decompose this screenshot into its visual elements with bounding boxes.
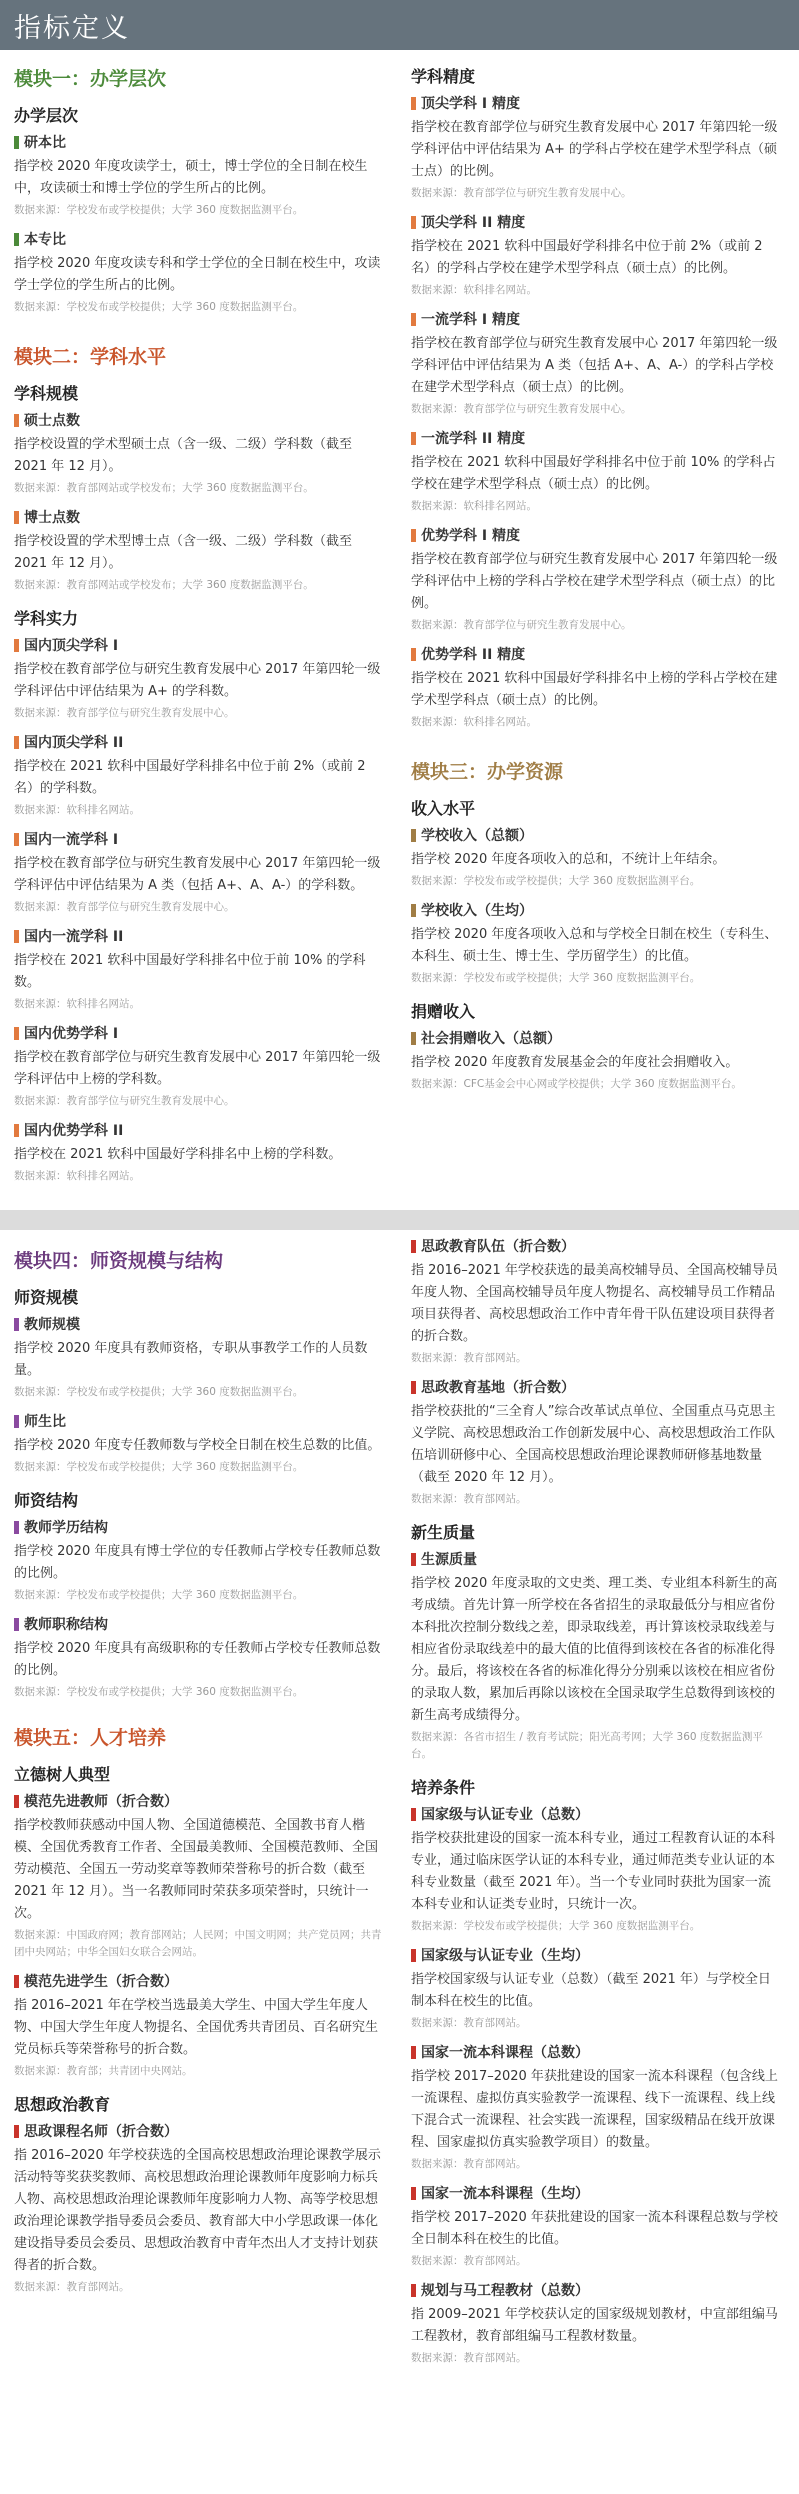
indicator-title: 师生比 (24, 1414, 66, 1430)
indicator-source: 数据来源：教育部网站。 (411, 1352, 527, 1364)
indicator-desc: 指 2016–2021 年学校获选的最美高校辅导员、全国高校辅导员年度人物、全国高校辅导员年度人物提名、高校辅导员工作精品项目获得者、高校思想政治工作中青年骨干队伍建设项目获得者的折合数。 (411, 1263, 778, 1344)
indicator-source: 数据来源：教育部网站。 (411, 2158, 527, 2170)
indicator-desc: 指学校在 2021 软科中国最好学科排名中位于前 2%（或前 2 名）的学科占学校在建学术型学科点（硕士点）的比例。 (411, 239, 763, 276)
square-marker-icon (14, 1415, 19, 1428)
indicator-title: 国内顶尖学科 I (24, 638, 119, 654)
indicator-gnyl2 (14, 926, 386, 1013)
indicator-desc: 指学校 2020 年度攻读专科和学士学位的全日制在校生中，攻读学士学位的学生所占的比例。 (14, 256, 381, 293)
module-5-heading: 模块五：人才培养 (14, 1727, 167, 1749)
indicator-title: 一流学科 II 精度 (421, 431, 526, 447)
indicator-source: 数据来源：教育部网站或学校发布；大学 360 度数据监测平台。 (14, 482, 314, 494)
indicator-desc: 指学校在 2021 软科中国最好学科排名中位于前 2%（或前 2 名）的学科数。 (14, 759, 366, 796)
indicator-desc: 指学校获批的“三全育人”综合改革试点单位、全国重点马克思主义学院、高校思想政治工作创新发展中心、高校思想政治工作队伍培训研修中心、全国高校思想政治理论课教师研修基地数量（截至 2020 年 12 月）。 (411, 1404, 776, 1485)
square-marker-icon (14, 1795, 19, 1808)
indicator-desc: 指 2016–2021 年在学校当选最美大学生、中国大学生年度人物、中国大学生年度人物提名、全国优秀共青团员、百名研究生党员标兵等荣誉称号的折合数。 (14, 1998, 379, 2057)
indicator-djjd2 (411, 212, 783, 299)
square-marker-icon (14, 233, 19, 246)
square-marker-icon (14, 136, 19, 149)
indicator-shuoshi (14, 410, 386, 497)
module-1-heading: 模块一：办学层次 (14, 68, 167, 90)
square-marker-icon (411, 2284, 416, 2297)
category-strength: 学科实力 (14, 609, 79, 628)
indicator-source: 数据来源：学校发布或学校提供；大学 360 度数据监测平台。 (14, 1686, 304, 1698)
indicator-source: 数据来源：教育部网站。 (411, 1493, 527, 1505)
module-2-heading: 模块二：学科水平 (14, 346, 167, 368)
square-marker-icon (14, 414, 19, 427)
indicator-desc: 指 2009–2021 年学校获认定的国家级规划教材，中宣部组编马工程教材，教育部组编马工程教材数量。 (411, 2307, 778, 2344)
indicator-gjjzy (411, 1804, 783, 1935)
indicator-title: 生源质量 (421, 1552, 477, 1568)
square-marker-icon (14, 736, 19, 749)
indicator-source: 数据来源：教育部学位与研究生教育发展中心。 (14, 1095, 235, 1107)
indicator-ysjd2 (411, 644, 783, 731)
category-precision: 学科精度 (411, 67, 476, 86)
indicator-mfxj (14, 1791, 386, 1961)
square-marker-icon (411, 1381, 416, 1394)
indicator-source: 数据来源：软科排名网站。 (14, 998, 140, 1010)
indicator-desc: 指学校 2017–2020 年获批建设的国家一流本科课程总数与学校全日制本科在校生的比值。 (411, 2210, 778, 2247)
indicator-srzl (411, 825, 783, 890)
indicator-title: 本专比 (24, 232, 66, 248)
bottom-right-column (411, 1236, 783, 2377)
indicator-srsj (411, 900, 783, 987)
indicator-jsgm (14, 1314, 386, 1401)
indicator-title: 一流学科 I 精度 (421, 312, 520, 328)
indicator-gjjzysj (411, 1945, 783, 2032)
indicator-ghjc (411, 2280, 783, 2367)
square-marker-icon (14, 1318, 19, 1331)
top-right-column (411, 54, 783, 1103)
square-marker-icon (411, 829, 416, 842)
indicator-source: 数据来源：教育部学位与研究生教育发展中心。 (411, 619, 632, 631)
indicator-title: 优势学科 I 精度 (421, 528, 520, 544)
indicator-source: 数据来源：教育部网站。 (411, 2255, 527, 2267)
square-marker-icon (411, 648, 416, 661)
indicator-desc: 指学校 2020 年度录取的文史类、理工类、专业组本科新生的高考成绩。首先计算一所学校在各省招生的录取最低分与相应省份本科批次控制分数线之差，即录取线差，再计算该校录取线差与相应省份录取线差中的最大值的比值得到该校在各省的标准化得分。最后，将该校在各省的标准化得分分别乘以该校在相应省份的录取人数，累加后再除以该校在全国录取学生总数得到该校的新生高考成绩得分。 (411, 1576, 778, 1723)
indicator-source: 数据来源：学校发布或学校提供；大学 360 度数据监测平台。 (411, 875, 701, 887)
square-marker-icon (14, 639, 19, 652)
indicator-title: 国内一流学科 I (24, 832, 119, 848)
indicator-title: 国内优势学科 I (24, 1026, 119, 1042)
square-marker-icon (14, 2125, 19, 2138)
indicator-title: 思政教育基地（折合数） (421, 1380, 575, 1396)
page-title: 指标定义 (14, 12, 130, 44)
square-marker-icon (411, 2187, 416, 2200)
indicator-title: 国家级与认证专业（生均） (421, 1948, 589, 1964)
indicator-source: 数据来源：软科排名网站。 (14, 804, 140, 816)
indicator-title: 模范先进学生（折合数） (24, 1974, 178, 1990)
indicator-desc: 指学校在 2021 软科中国最好学科排名中位于前 10% 的学科数。 (14, 953, 366, 990)
square-marker-icon (14, 1521, 19, 1534)
indicator-desc: 指学校设置的学术型博士点（含一级、二级）学科数（截至 2021 年 12 月）。 (14, 534, 353, 571)
indicator-yljd1 (411, 309, 783, 418)
square-marker-icon (411, 97, 416, 110)
square-marker-icon (14, 1027, 19, 1040)
indicator-source: 数据来源：学校发布或学校提供；大学 360 度数据监测平台。 (14, 1589, 304, 1601)
square-marker-icon (411, 904, 416, 917)
indicator-title: 思政教育队伍（折合数） (421, 1239, 575, 1255)
indicator-title: 国家级与认证专业（总数） (421, 1807, 589, 1823)
indicator-scql (411, 1549, 783, 1763)
indicator-gnys2 (14, 1120, 386, 1185)
indicator-title: 学校收入（生均） (421, 903, 533, 919)
indicator-source: 数据来源：CFC基金会中心网或学校提供；大学 360 度数据监测平台。 (411, 1078, 742, 1090)
module-4-heading: 模块四：师资规模与结构 (14, 1250, 224, 1272)
indicator-desc: 指学校教师获感动中国人物、全国道德模范、全国教书育人楷模、全国优秀教育工作者、全国最美教师、全国模范教师、全国劳动模范、全国五一劳动奖章等教师荣誉称号的折合数（截至 2021 年 12 月）。当一名教师同时荣获多项荣誉时，只统计一次。 (14, 1818, 379, 1921)
indicator-gndj1 (14, 635, 386, 722)
indicator-title: 教师职称结构 (24, 1617, 108, 1633)
indicator-title: 国内一流学科 II (24, 929, 124, 945)
square-marker-icon (14, 1618, 19, 1631)
indicator-xljg (14, 1517, 386, 1604)
square-marker-icon (411, 1949, 416, 1962)
indicator-title: 国家一流本科课程（总数） (421, 2045, 589, 2061)
indicator-title: 学校收入（总额） (421, 828, 533, 844)
indicator-source: 数据来源：教育部学位与研究生教育发展中心。 (411, 403, 632, 415)
indicator-gnyl1 (14, 829, 386, 916)
section-divider (0, 1210, 799, 1230)
indicator-yljd2 (411, 428, 783, 515)
indicator-source: 数据来源：软科排名网站。 (411, 284, 537, 296)
indicator-title: 硕士点数 (24, 413, 80, 429)
square-marker-icon (411, 313, 416, 326)
category-teacher-struct: 师资结构 (14, 1491, 79, 1510)
indicator-desc: 指学校 2020 年度具有高级职称的专任教师占学校专任教师总数的比例。 (14, 1641, 381, 1678)
indicator-title: 顶尖学科 I 精度 (421, 96, 520, 112)
indicator-mfxs (14, 1971, 386, 2080)
indicator-title: 思政课程名师（折合数） (24, 2124, 178, 2140)
top-left-column (14, 54, 386, 1195)
indicator-desc: 指学校在 2021 软科中国最好学科排名中上榜的学科数。 (14, 1147, 342, 1162)
square-marker-icon (14, 930, 19, 943)
module-3-heading: 模块三：办学资源 (411, 761, 564, 783)
indicator-desc: 指学校在 2021 软科中国最好学科排名中位于前 10% 的学科占学校在建学术型学科点（硕士点）的比例。 (411, 455, 776, 492)
indicator-djjd1 (411, 93, 783, 202)
indicator-source: 数据来源：教育部学位与研究生教育发展中心。 (411, 187, 632, 199)
indicator-title: 模范先进教师（折合数） (24, 1794, 178, 1810)
indicator-shjz (411, 1028, 783, 1093)
indicator-desc: 指学校 2020 年度各项收入的总和，不统计上年结余。 (411, 852, 726, 867)
indicator-boshi (14, 507, 386, 594)
square-marker-icon (411, 1240, 416, 1253)
category-donation: 捐赠收入 (411, 1002, 476, 1021)
square-marker-icon (411, 432, 416, 445)
indicator-desc: 指学校在教育部学位与研究生教育发展中心 2017 年第四轮一级学科评估中上榜的学科占学校在建学术型学科点（硕士点）的比例。 (411, 552, 778, 611)
indicator-source: 数据来源：教育部学位与研究生教育发展中心。 (14, 901, 235, 913)
indicator-gjylkc (411, 2042, 783, 2173)
indicator-szjd (411, 1377, 783, 1508)
indicator-desc: 指学校在教育部学位与研究生教育发展中心 2017 年第四轮一级学科评估中评估结果为 A 类（包括 A+、A、A-）的学科数。 (14, 856, 381, 893)
indicator-desc: 指学校获批建设的国家一流本科专业，通过工程教育认证的本科专业，通过临床医学认证的本科专业，通过师范类专业认证的本科专业数量（截至 2021 年）。当一个专业同时获批为国家一流本科专业和认证类专业时，只统计一次。 (411, 1831, 776, 1912)
indicator-source: 数据来源：学校发布或学校提供；大学 360 度数据监测平台。 (14, 1386, 304, 1398)
indicator-source: 数据来源：学校发布或学校提供；大学 360 度数据监测平台。 (411, 1920, 701, 1932)
category-income: 收入水平 (411, 799, 476, 818)
indicator-source: 数据来源：软科排名网站。 (14, 1170, 140, 1182)
indicator-desc: 指学校 2020 年度具有教师资格，专职从事教学工作的人员数量。 (14, 1341, 368, 1378)
indicator-source: 数据来源：学校发布或学校提供；大学 360 度数据监测平台。 (14, 1461, 304, 1473)
indicator-desc: 指学校在教育部学位与研究生教育发展中心 2017 年第四轮一级学科评估中评估结果为 A+ 的学科数。 (14, 662, 381, 699)
indicator-title: 国内优势学科 II (24, 1123, 124, 1139)
category-condition: 培养条件 (411, 1778, 476, 1797)
square-marker-icon (411, 1032, 416, 1045)
indicator-szmd (14, 2121, 386, 2296)
square-marker-icon (411, 529, 416, 542)
category-level: 办学层次 (14, 106, 79, 125)
square-marker-icon (411, 2046, 416, 2059)
indicator-desc: 指学校在教育部学位与研究生教育发展中心 2017 年第四轮一级学科评估中上榜的学科数。 (14, 1050, 381, 1087)
indicator-title: 顶尖学科 II 精度 (421, 215, 526, 231)
page-title-bar (0, 0, 799, 50)
indicator-gndj2 (14, 732, 386, 819)
category-politics: 思想政治教育 (14, 2095, 111, 2114)
square-marker-icon (14, 1124, 19, 1137)
indicator-title: 社会捐赠收入（总额） (421, 1031, 561, 1047)
indicator-desc: 指学校在教育部学位与研究生教育发展中心 2017 年第四轮一级学科评估中评估结果为 A 类（包括 A+、A、A-）的学科占学校在建学术型学科点（硕士点）的比例。 (411, 336, 778, 395)
indicator-title: 规划与马工程教材（总数） (421, 2283, 589, 2299)
indicator-source: 数据来源：教育部网站。 (411, 2352, 527, 2364)
indicator-source: 数据来源：各省市招生 / 教育考试院；阳光高考网；大学 360 度数据监测平台。 (411, 1731, 763, 1760)
indicator-source: 数据来源：教育部网站。 (411, 2017, 527, 2029)
indicator-desc: 指学校国家级与认证专业（总数）（截至 2021 年）与学校全日制本科在校生的比值。 (411, 1972, 771, 2009)
indicator-source: 数据来源：教育部；共青团中央网站。 (14, 2065, 193, 2077)
indicator-zhuanke (14, 229, 386, 316)
square-marker-icon (411, 1808, 416, 1821)
indicator-desc: 指学校 2020 年度攻读学士，硕士，博士学位的全日制在校生中，攻读硕士和博士学位的学生所占的比例。 (14, 159, 368, 196)
indicator-desc: 指学校 2020 年度教育发展基金会的年度社会捐赠收入。 (411, 1055, 739, 1070)
indicator-desc: 指学校在 2021 软科中国最好学科排名中上榜的学科占学校在建学术型学科点（硕士点）的比例。 (411, 671, 778, 708)
square-marker-icon (14, 1975, 19, 1988)
indicator-desc: 指学校 2020 年度专任教师数与学校全日制在校生总数的比值。 (14, 1438, 381, 1453)
category-scale: 学科规模 (14, 384, 79, 403)
indicator-desc: 指学校 2017–2020 年获批建设的国家一流本科课程（包含线上一流课程、虚拟仿真实验教学一流课程、线下一流课程、线上线下混合式一流课程、社会实践一流课程，国家级精品在线开放课程、国家虚拟仿真实验教学项目）的数量。 (411, 2069, 778, 2150)
indicator-title: 国家一流本科课程（生均） (421, 2186, 589, 2202)
square-marker-icon (14, 511, 19, 524)
indicator-title: 优势学科 II 精度 (421, 647, 526, 663)
indicator-desc: 指 2016–2020 年学校获选的全国高校思想政治理论课教学展示活动特等奖获奖教师、高校思想政治理论课教师年度影响力标兵人物、高校思想政治理论课教师年度影响力人物、高等学校思想政治理论课教学指导委员会委员、教育部大中小学思政课一体化建设指导委员会委员、思想政治教育中青年杰出人才支持计划获得者的折合数。 (14, 2148, 381, 2273)
indicator-benke (14, 132, 386, 219)
indicator-zcjg (14, 1614, 386, 1701)
indicator-desc: 指学校在教育部学位与研究生教育发展中心 2017 年第四轮一级学科评估中评估结果为 A+ 的学科占学校在建学术型学科点（硕士点）的比例。 (411, 120, 778, 179)
indicator-title: 国内顶尖学科 II (24, 735, 124, 751)
square-marker-icon (411, 1553, 416, 1566)
indicator-gnys1 (14, 1023, 386, 1110)
indicator-title: 研本比 (24, 135, 66, 151)
indicator-title: 教师学历结构 (24, 1520, 108, 1536)
indicator-source: 数据来源：软科排名网站。 (411, 716, 537, 728)
indicator-desc: 指学校 2020 年度各项收入总和与学校全日制在校生（专科生、本科生、硕士生、博士生、学历留学生）的比值。 (411, 927, 778, 964)
indicator-desc: 指学校 2020 年度具有博士学位的专任教师占学校专任教师总数的比例。 (14, 1544, 381, 1581)
indicator-gjylkcsj (411, 2183, 783, 2270)
square-marker-icon (14, 833, 19, 846)
indicator-source: 数据来源：学校发布或学校提供；大学 360 度数据监测平台。 (14, 301, 304, 313)
indicator-source: 数据来源：学校发布或学校提供；大学 360 度数据监测平台。 (411, 972, 701, 984)
square-marker-icon (411, 216, 416, 229)
category-model: 立德树人典型 (14, 1765, 111, 1784)
indicator-source: 数据来源：教育部网站或学校发布；大学 360 度数据监测平台。 (14, 579, 314, 591)
indicator-source: 数据来源：教育部学位与研究生教育发展中心。 (14, 707, 235, 719)
indicator-title: 教师规模 (24, 1317, 80, 1333)
indicator-source: 数据来源：教育部网站。 (14, 2281, 130, 2293)
indicator-desc: 指学校设置的学术型硕士点（含一级、二级）学科数（截至 2021 年 12 月）。 (14, 437, 353, 474)
category-teacher-scale: 师资规模 (14, 1288, 79, 1307)
indicator-ysjd1 (411, 525, 783, 634)
indicator-source: 数据来源：学校发布或学校提供；大学 360 度数据监测平台。 (14, 204, 304, 216)
indicator-title: 博士点数 (24, 510, 80, 526)
category-quality: 新生质量 (411, 1523, 476, 1542)
bottom-left-column (14, 1236, 386, 2306)
indicator-source: 数据来源：中国政府网；教育部网站；人民网；中国文明网；共产党员网；共青团中央网站；中华全国妇女联合会网站。 (14, 1929, 382, 1958)
indicator-szdw (411, 1236, 783, 1367)
indicator-source: 数据来源：软科排名网站。 (411, 500, 537, 512)
indicator-ssb (14, 1411, 386, 1476)
